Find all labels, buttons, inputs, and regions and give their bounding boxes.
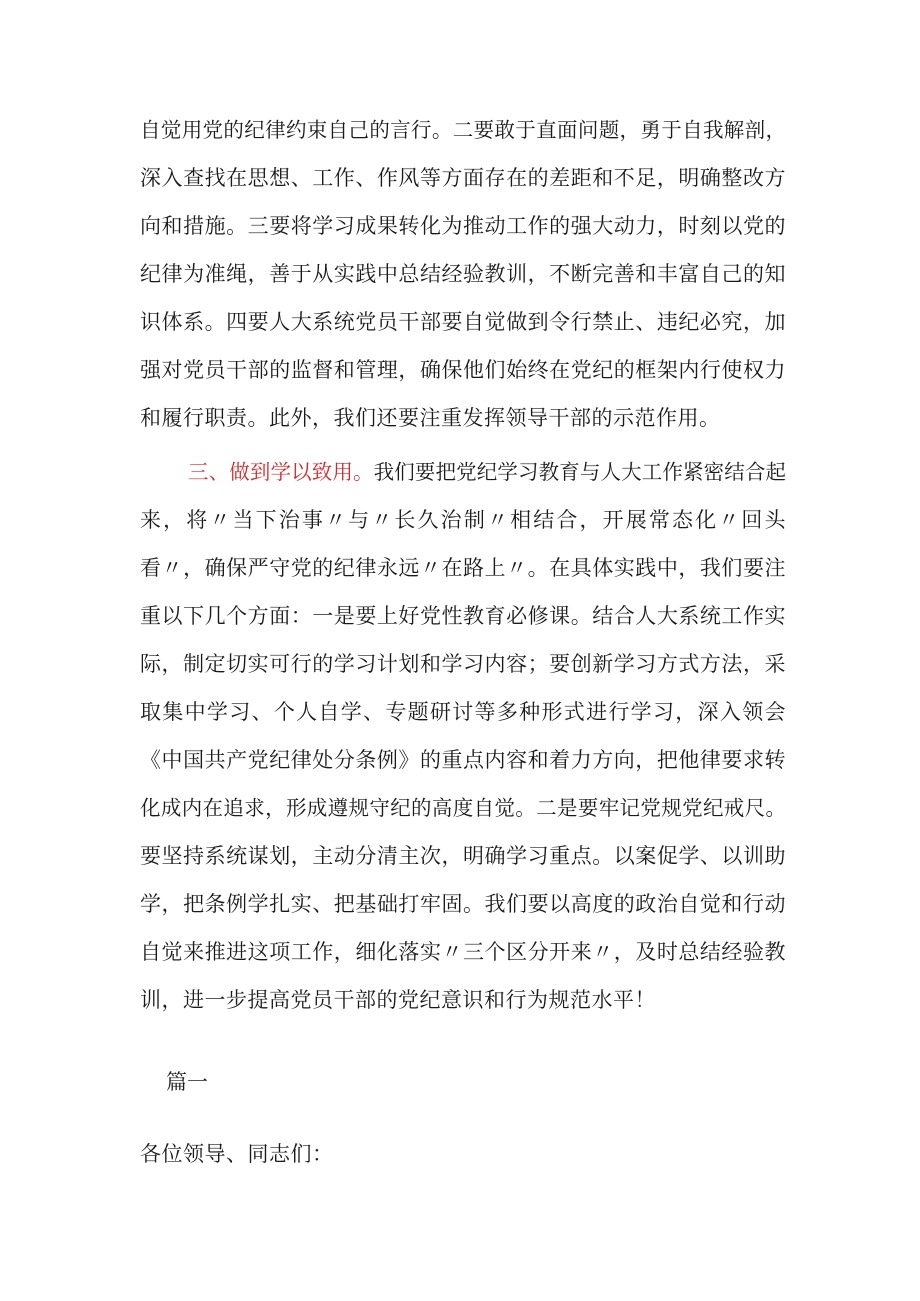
section-heading: 三、做到学以致用。 (188, 460, 374, 484)
paragraph-line: 看〃，确保严守党的纪律永远〃在路上〃。在具体实践中，我们要注 (140, 556, 786, 580)
paragraph-line: 向和措施。三要将学习成果转化为推动工作的强大动力，时刻以党的 (140, 214, 786, 238)
paragraph-line: 重以下几个方面：一是要上好党性教育必修课。结合人大系统工作实 (140, 604, 786, 628)
paragraph-line: 识体系。四要人大系统党员干部要自觉做到令行禁止、违纪必究，加 (140, 310, 786, 334)
paragraph-line: 学，把条例学扎实、把基础打牢固。我们要以高度的政治自觉和行动 (140, 892, 786, 916)
paragraph-line: 自觉来推进这项工作，细化落实〃三个区分开来〃，及时总结经验教 (140, 940, 786, 964)
paragraph-line: 取集中学习、个人自学、专题研讨等多种形式进行学习，深入领会 (140, 700, 786, 724)
paragraph-first-line (188, 448, 786, 496)
paragraph-line: 际，制定切实可行的学习计划和学习内容；要创新学习方式方法，采 (140, 652, 786, 676)
paragraph-line: 自觉用党的纪律约束自己的言行。二要敢于直面问题，勇于自我解剖， (140, 118, 786, 142)
paragraph-line: 深入查找在思想、工作、作风等方面存在的差距和不足，明确整改方 (140, 166, 786, 190)
section-label: 篇一 (166, 1070, 208, 1094)
paragraph-line: 训，进一步提高党员干部的党纪意识和行为规范水平！ (140, 988, 656, 1012)
paragraph-line: 来，将〃当下治事〃与〃长久治制〃相结合，开展常态化〃回头 (140, 508, 786, 532)
paragraph-text: 我们要把党纪学习教育与人大工作紧密结合起 (373, 460, 786, 484)
paragraph-line: 强对党员干部的监督和管理，确保他们始终在党纪的框架内行使权力 (140, 358, 786, 382)
paragraph-line: 和履行职责。此外，我们还要注重发挥领导干部的示范作用。 (140, 406, 721, 430)
paragraph-line: 化成内在追求，形成遵规守纪的高度自觉。二是要牢记党规党纪戒尺。 (140, 796, 786, 820)
paragraph-line: 要坚持系统谋划，主动分清主次，明确学习重点。以案促学、以训助 (140, 844, 786, 868)
paragraph-line: 纪律为准绳，善于从实践中总结经验教训，不断完善和丰富自己的知 (140, 262, 786, 286)
salutation: 各位领导、同志们： (140, 1142, 334, 1166)
paragraph-line: 《中国共产党纪律处分条例》的重点内容和着力方向，把他律要求转 (140, 748, 786, 772)
